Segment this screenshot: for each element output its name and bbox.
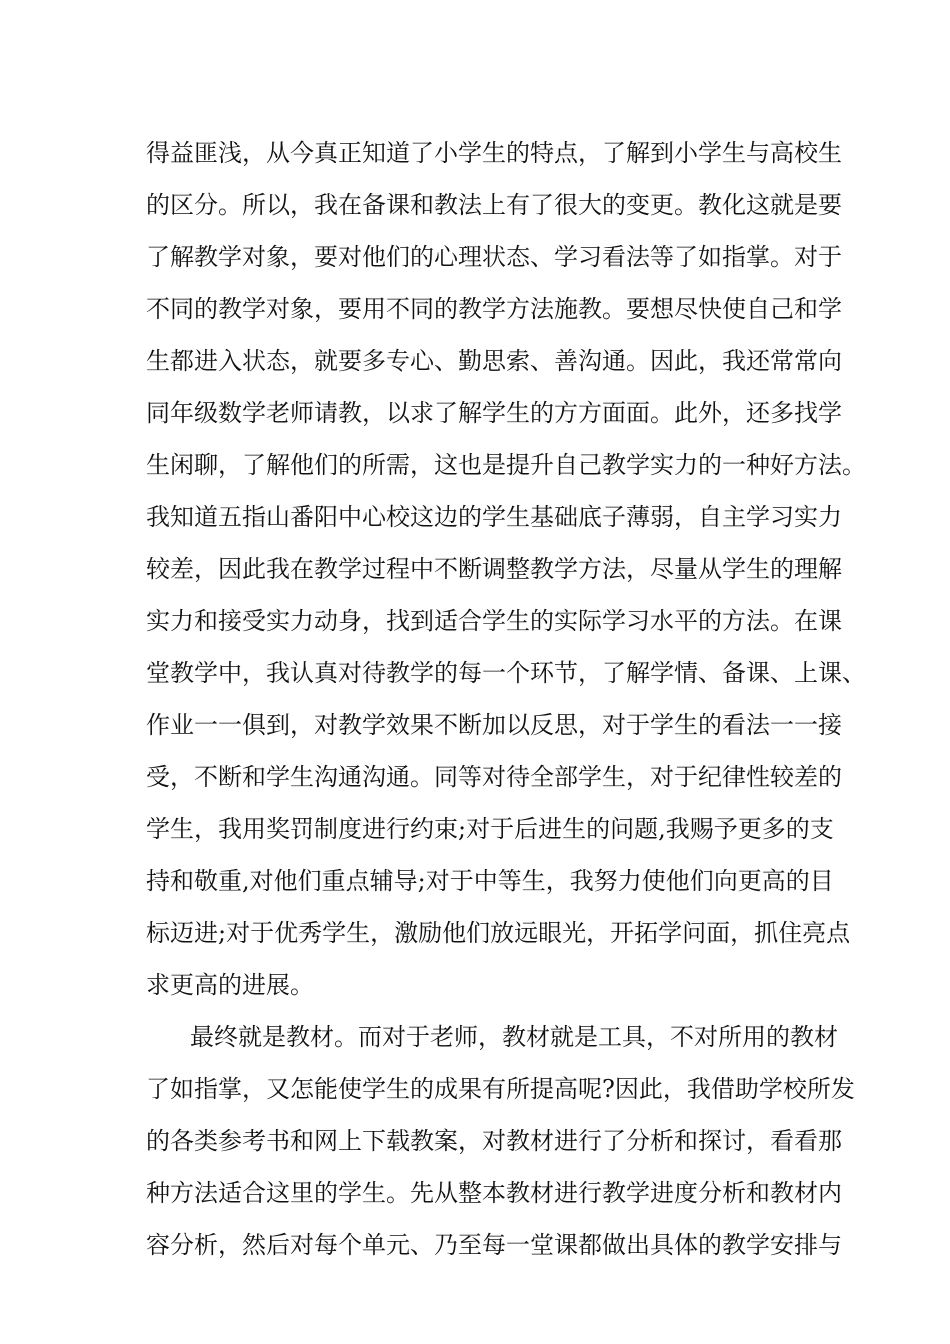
text-line: 受，不断和学生沟通沟通。同等对待全部学生，对于纪律性较差的	[146, 763, 842, 791]
text-line: 得益匪浅，从今真正知道了小学生的特点，了解到小学生与高校生	[146, 139, 842, 167]
text-line: 了如指掌，又怎能使学生的成果有所提高呢?因此，我借助学校所发	[146, 1075, 855, 1103]
text-line: 求更高的进展。	[146, 971, 314, 999]
text-line: 作业一一俱到，对教学效果不断加以反思，对于学生的看法一一接	[146, 711, 842, 739]
text-line: 生都进入状态，就要多专心、勤思索、善沟通。因此，我还常常向	[146, 347, 842, 375]
text-line: 持和敬重,对他们重点辅导;对于中等生，我努力使他们向更高的目	[146, 867, 834, 895]
text-line: 我知道五指山番阳中心校这边的学生基础底子薄弱，自主学习实力	[146, 503, 842, 531]
text-line: 实力和接受实力动身，找到适合学生的实际学习水平的方法。在课	[146, 607, 842, 635]
text-line: 生闲聊，了解他们的所需，这也是提升自己教学实力的一种好方法。	[146, 451, 866, 479]
text-line: 标迈进;对于优秀学生，激励他们放远眼光，开拓学问面，抓住亮点	[146, 919, 851, 947]
text-line-indented: 最终就是教材。而对于老师，教材就是工具，不对所用的教材	[190, 1023, 838, 1051]
text-line: 种方法适合这里的学生。先从整本教材进行教学进度分析和教材内	[146, 1179, 842, 1207]
text-line: 的各类参考书和网上下载教案，对教材进行了分析和探讨，看看那	[146, 1127, 842, 1155]
text-line: 不同的教学对象，要用不同的教学方法施教。要想尽快使自己和学	[146, 295, 842, 323]
text-line: 同年级数学老师请教，以求了解学生的方方面面。此外，还多找学	[146, 399, 842, 427]
text-line: 的区分。所以，我在备课和教法上有了很大的变更。教化这就是要	[146, 191, 842, 219]
text-line: 学生，我用奖罚制度进行约束;对于后进生的问题,我赐予更多的支	[146, 815, 834, 843]
text-line: 容分析，然后对每个单元、乃至每一堂课都做出具体的教学安排与	[146, 1231, 842, 1259]
text-line: 堂教学中，我认真对待教学的每一个环节，了解学情、备课、上课、	[146, 659, 866, 687]
text-line: 了解教学对象，要对他们的心理状态、学习看法等了如指掌。对于	[146, 243, 842, 271]
text-line: 较差，因此我在教学过程中不断调整教学方法，尽量从学生的理解	[146, 555, 842, 583]
